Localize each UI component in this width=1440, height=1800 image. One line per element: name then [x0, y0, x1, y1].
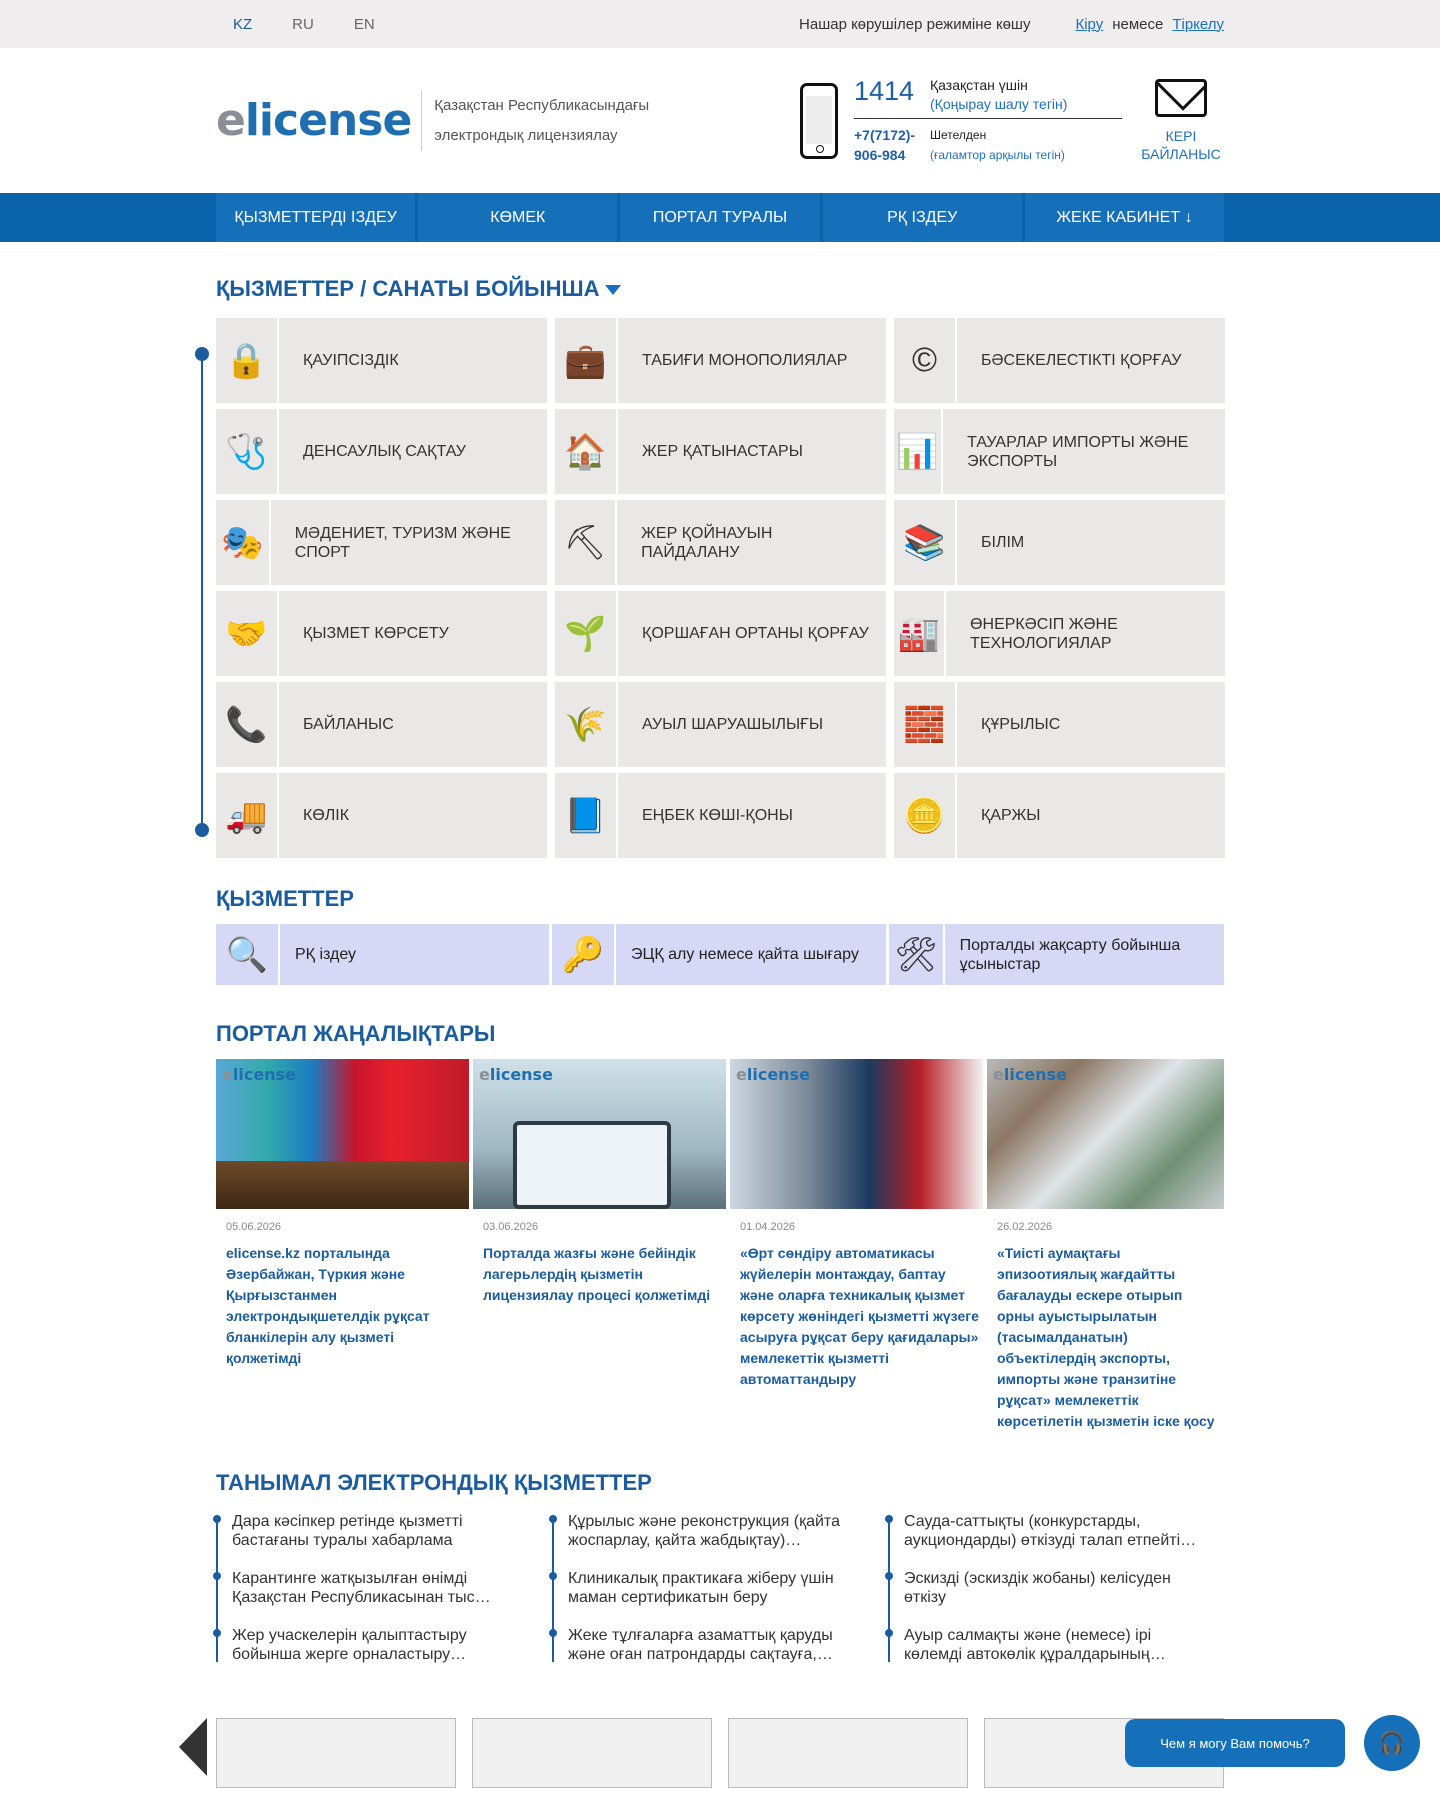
service-icon: 🔑 [552, 924, 616, 985]
category-icon: 🏭 [894, 591, 946, 676]
category-icon: 📚 [894, 500, 957, 585]
logo-mark: elicense [216, 95, 412, 146]
service-card[interactable] [552, 924, 886, 985]
category-label: ҚОРШАҒАН ОРТАНЫ ҚОРҒАУ [642, 625, 869, 642]
headset-icon[interactable]: 🎧 [1364, 1715, 1420, 1771]
category-label: БІЛІМ [981, 534, 1025, 551]
main-content [216, 276, 1224, 1683]
category-card[interactable] [555, 500, 886, 585]
category-icon: ⛏ [555, 500, 617, 585]
category-label: ҚАРЖЫ [981, 807, 1041, 824]
category-card[interactable] [894, 500, 1225, 585]
logo-divider [421, 91, 422, 151]
news-brand-logo: elicense [479, 1065, 553, 1084]
news-image[interactable] [730, 1059, 983, 1209]
category-label: МӘДЕНИЕТ, ТУРИЗМ ЖӘНЕ СПОРТ [294, 524, 511, 561]
category-label: ЖЕР ҚОЙНАУЫН ПАЙДАЛАНУ [641, 524, 773, 561]
news-headline[interactable]: «Тиісті аумақтағы эпизоотиялық жағдайтты бағалауды ескере отырып орны ауыстырылатын (тасымалданатын) объектілердің экспорты, импорты және транзитіне рұқсат» мемлекеттік көрсетілетін қызметін іске қосу [997, 1245, 1215, 1429]
news-brand-logo: elicense [993, 1065, 1067, 1084]
category-card[interactable] [894, 591, 1225, 676]
news-brand-logo: elicense [736, 1065, 810, 1084]
category-icon: 💼 [555, 318, 618, 403]
category-icon: 🌾 [555, 682, 618, 767]
category-card[interactable] [555, 682, 886, 767]
popular-column [888, 1512, 1224, 1683]
popular-service-link[interactable]: Ауыр салмақты және (немесе) ірі көлемді автокөлік құралдарының… [904, 1626, 1224, 1683]
category-card[interactable] [894, 409, 1225, 494]
category-card[interactable] [894, 773, 1225, 858]
low-vision-link[interactable]: Нашар көрушілер режиміне көшу [799, 15, 1031, 33]
nav-help[interactable]: КӨМЕК [418, 193, 617, 242]
service-icon: 🛠 [889, 924, 945, 985]
phone-short-desc: Қазақстан үшін (Қоңырау шалу тегін) [930, 77, 1068, 112]
main-nav [0, 193, 1440, 242]
popular-service-link[interactable]: Жеке тұлғаларға азаматтық қаруды және оған патрондарды сақтауға,… [568, 1626, 888, 1683]
category-card[interactable] [216, 318, 547, 403]
lang-kz[interactable]: KZ [233, 15, 253, 33]
nav-service-search[interactable]: ҚЫЗМЕТТЕРДІ ІЗДЕУ [216, 193, 415, 242]
popular-column [552, 1512, 888, 1683]
category-card[interactable] [216, 682, 547, 767]
category-label: ҚЫЗМЕТ КӨРСЕТУ [303, 625, 449, 642]
service-icon: 🔍 [216, 924, 280, 985]
category-icon: 🧱 [894, 682, 957, 767]
category-card[interactable] [555, 591, 886, 676]
category-icon: 🌱 [555, 591, 618, 676]
category-icon: 🔒 [216, 318, 279, 403]
category-icon: 📊 [894, 409, 943, 494]
carousel-slide[interactable] [216, 1718, 456, 1788]
news-brand-logo: elicense [222, 1065, 296, 1084]
popular-column [216, 1512, 552, 1683]
category-card[interactable] [216, 409, 547, 494]
carousel-slide[interactable] [472, 1718, 712, 1788]
auth-or-text: немесе [1112, 15, 1164, 33]
news-date: 03.06.2026 [483, 1221, 539, 1233]
news-card[interactable] [473, 1059, 726, 1432]
popular-service-link[interactable]: Сауда-саттықты (конкурстарды, аукциондарды) өткізуді талап етпейті… [904, 1512, 1224, 1569]
category-label: АУЫЛ ШАРУАШЫЛЫҒЫ [642, 716, 823, 733]
category-label: ҚАУІПСІЗДІК [303, 352, 399, 369]
lang-ru[interactable]: RU [292, 15, 314, 33]
service-card[interactable] [216, 924, 549, 985]
top-bar [0, 0, 1440, 48]
category-card[interactable] [216, 773, 547, 858]
partner-carousel [216, 1718, 1224, 1788]
news-image[interactable] [987, 1059, 1224, 1209]
category-card[interactable] [894, 682, 1225, 767]
category-icon: 🏠 [555, 409, 618, 494]
popular-service-link[interactable]: Клиникалық практикаға жіберу үшін маман сертификатын беру [568, 1569, 888, 1626]
nav-about[interactable]: ПОРТАЛ ТУРАЛЫ [620, 193, 819, 242]
login-link[interactable]: Кіру [1075, 15, 1104, 33]
news-row [216, 1059, 1224, 1432]
category-card[interactable] [555, 318, 886, 403]
category-card[interactable] [555, 409, 886, 494]
header [0, 48, 1440, 193]
phone-icon [800, 83, 838, 159]
caret-down-icon[interactable] [605, 285, 621, 295]
news-image[interactable] [216, 1059, 469, 1209]
category-label: ЕҢБЕК КӨШІ-ҚОНЫ [642, 807, 793, 824]
categories-title[interactable]: ҚЫЗМЕТТЕР / САНАТЫ БОЙЫНША [216, 276, 1224, 302]
service-card[interactable] [889, 924, 1224, 985]
category-card[interactable] [216, 500, 547, 585]
nav-personal-cabinet[interactable]: ЖЕКЕ КАБИНЕТ ↓ [1025, 193, 1224, 242]
carousel-slide[interactable] [728, 1718, 968, 1788]
timeline-line [201, 354, 203, 830]
category-label: КӨЛІК [303, 807, 350, 824]
popular-service-link[interactable]: Құрылыс және реконструкция (қайта жоспарлау, қайта жабдықтау)… [568, 1512, 888, 1569]
category-icon: 🤝 [216, 591, 279, 676]
category-label: БӘСЕКЕЛЕСТІКТІ ҚОРҒАУ [981, 352, 1182, 369]
phone-long-desc: Шетелден (ғаламтор арқылы тегін) [930, 128, 1065, 162]
category-icon: 🚚 [216, 773, 279, 858]
category-label: ЖЕР ҚАТЫНАСТАРЫ [642, 443, 803, 460]
phone-long[interactable]: +7(7172)- 906-984 [854, 127, 916, 163]
news-card[interactable] [216, 1059, 469, 1432]
chat-prompt[interactable]: Чем я могу Вам помочь? [1125, 1719, 1345, 1767]
services-title: ҚЫЗМЕТТЕР [216, 886, 354, 911]
category-label: ТАУАРЛАР ИМПОРТЫ ЖӘНЕ ЭКСПОРТЫ [967, 433, 1189, 470]
popular-grid [216, 1512, 1224, 1683]
logo[interactable] [216, 91, 649, 151]
lang-en[interactable]: EN [353, 15, 375, 33]
category-card[interactable] [894, 318, 1225, 403]
popular-title: ТАНЫМАЛ ЭЛЕКТРОНДЫҚ ҚЫЗМЕТТЕР [216, 1470, 652, 1495]
category-card[interactable] [216, 591, 547, 676]
popular-service-link[interactable]: Дара кәсіпкер ретінде қызметті бастағаны туралы хабарлама [232, 1512, 552, 1569]
category-grid [216, 318, 1224, 858]
service-label: РҚ іздеу [295, 946, 357, 963]
services-row [216, 924, 1224, 985]
popular-service-link[interactable]: Жер учаскелерін қалыптастыру бойынша жерге орналастыру… [232, 1626, 552, 1683]
category-label: ҚҰРЫЛЫС [981, 716, 1061, 733]
news-title: ПОРТАЛ ЖАҢАЛЫҚТАРЫ [216, 1021, 496, 1046]
feedback-button[interactable] [1138, 79, 1224, 163]
news-card[interactable] [730, 1059, 983, 1432]
carousel-prev-icon[interactable] [179, 1718, 207, 1776]
category-icon: 📞 [216, 682, 279, 767]
service-label: ЭЦҚ алу немесе қайта шығару [631, 946, 859, 963]
news-card[interactable] [987, 1059, 1224, 1432]
category-icon: © [894, 318, 957, 403]
news-headline[interactable]: Порталда жазғы және бейіндік лагерьлердің қызметін лицензиялау процесі қолжетімді [483, 1245, 711, 1303]
phone-short[interactable]: 1414 [854, 76, 915, 106]
news-headline[interactable]: «Өрт сөндіру автоматикасы жүйелерін монтаждау, баптау және оларға техникалық қызмет көрсету жөніндегі қызметті жүзеге асыруға рұқсат беру қағидалары» мемлекеттік қызметті автоматтандыру [740, 1245, 979, 1387]
popular-service-link[interactable]: Карантинге жатқызылған өнімді Қазақстан Республикасынан тыс… [232, 1569, 552, 1626]
news-date: 05.06.2026 [226, 1221, 282, 1233]
category-label: ТАБИҒИ МОНОПОЛИЯЛАР [642, 352, 848, 369]
mail-icon [1155, 79, 1207, 117]
feedback-label: КЕРІ БАЙЛАНЫС [1141, 127, 1221, 162]
category-label: БАЙЛАНЫС [303, 716, 394, 733]
register-link[interactable]: Тіркелу [1172, 15, 1224, 33]
news-image[interactable] [473, 1059, 726, 1209]
contact-phones [854, 76, 1122, 165]
news-headline[interactable]: elicense.kz порталында Әзербайжан, Түркия және Қырғызстанмен электрондықшетелдік рұқсат бланкілерін алу қызметі қолжетімді [226, 1245, 430, 1366]
logo-caption: Қазақстан Республикасындағы электрондық лицензиялау [434, 96, 650, 144]
category-icon: 🪙 [894, 773, 957, 858]
category-icon: 🩺 [216, 409, 279, 494]
category-label: ДЕНСАУЛЫҚ САҚТАУ [303, 443, 466, 460]
news-date: 26.02.2026 [997, 1221, 1053, 1233]
popular-service-link[interactable]: Эскизді (эскиздік жобаны) келісуден өткізу [904, 1569, 1224, 1626]
category-label: ӨНЕРКӘСІП ЖӘНЕ ТЕХНОЛОГИЯЛАР [970, 615, 1118, 652]
nav-registry-search[interactable]: РҚ ІЗДЕУ [823, 193, 1022, 242]
category-card[interactable] [555, 773, 886, 858]
category-icon: 🎭 [216, 500, 271, 585]
service-label: Порталды жақсарту бойынша ұсыныстар [959, 936, 1181, 973]
category-icon: 📘 [555, 773, 618, 858]
news-date: 01.04.2026 [740, 1221, 796, 1233]
